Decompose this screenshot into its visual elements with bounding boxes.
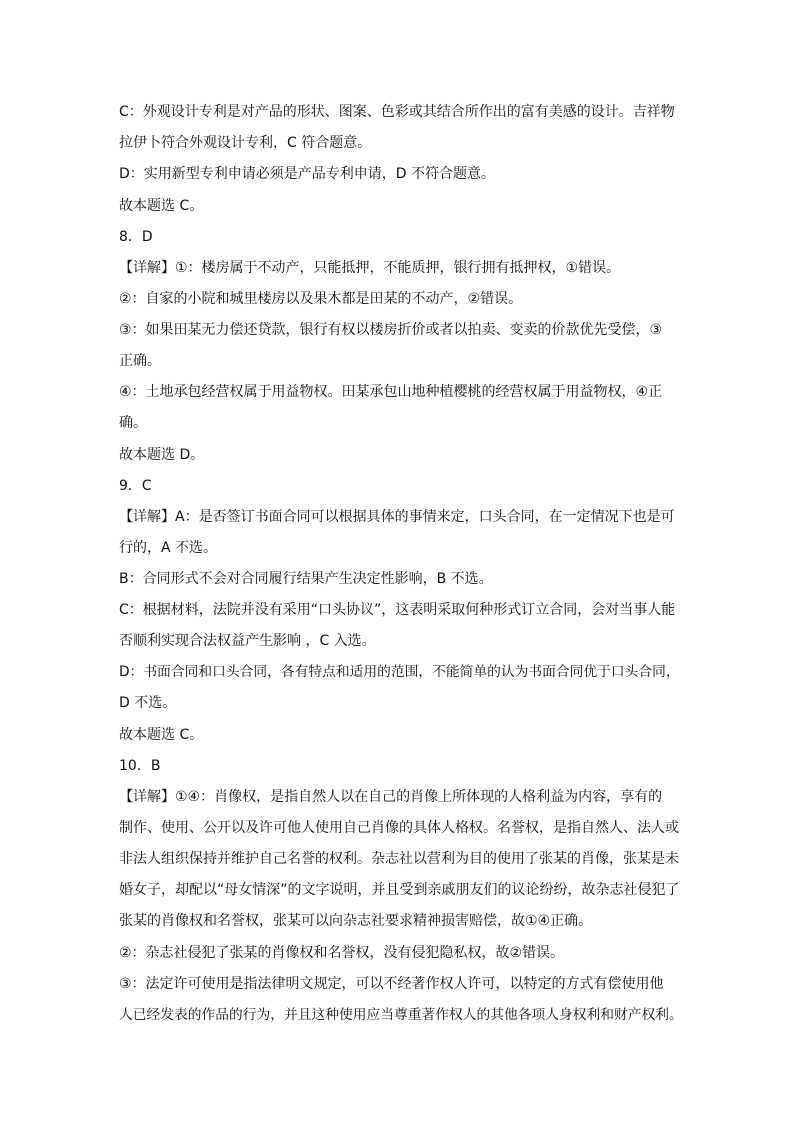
text-line: 行的，A 不选。 [119, 540, 218, 556]
text-line: 拉伊卜符合外观设计专利，C 符合题意。 [119, 135, 372, 151]
text-line: 否顺利实现合法权益产生影响 ，C 入选。 [119, 633, 376, 649]
text-line: 【详解】A：是否签订书面合同可以根据具体的事情来定，口头合同，在一定情况下也是可 [119, 509, 675, 525]
text-line: 制作、使用、公开以及许可他人使用自己肖像的具体人格权。名誉权，是指自然人、法人或 [119, 820, 679, 836]
text-line: 人已经发表的作品的行为，并且这种使用应当尊重著作权人的其他各项人身权利和财产权利。 [119, 1007, 683, 1023]
answer-heading: 10．B [119, 758, 161, 774]
text-line: 【详解】①：楼房属于不动产，只能抵押，不能质押，银行拥有抵押权，①错误。 [119, 260, 621, 276]
text-line: ③：法定许可使用是指法律明文规定，可以不经著作权人许可，以特定的方式有偿使用他 [119, 976, 664, 992]
text-line: 【详解】①④：肖像权，是指自然人以在自己的肖像上所体现的人格利益为内容，享有的 [119, 789, 663, 805]
text-line: B：合同形式不会对合同履行结果产生决定性影响，B 不选。 [119, 571, 493, 587]
text-line: 正确。 [119, 353, 161, 369]
text-line: ②：自家的小院和城里楼房以及果木都是田某的不动产，②错误。 [119, 291, 523, 307]
text-line: C：根据材料，法院并没有采用“口头协议”，这表明采取何种形式订立合同，会对当事人能 [119, 602, 676, 618]
text-line: 婚女子，却配以“母女情深”的文字说明，并且受到亲戚朋友们的议论纷纷，故杂志社侵犯了 [119, 882, 680, 898]
text-line: C：外观设计专利是对产品的形状、图案、色彩或其结合所作出的富有美感的设计。吉祥物 [119, 104, 675, 120]
text-line: 张某的肖像权和名誉权，张某可以向杂志社要求精神损害赔偿，故①④正确。 [119, 913, 593, 929]
text-line: 故本题选 C。 [119, 727, 204, 743]
text-line: D：书面合同和口头合同，各有特点和适用的范围，不能简单的认为书面合同优于口头合同， [119, 664, 680, 680]
text-line: 非法人组织保持并维护自己名誉的权利。杂志社以营利为目的使用了张某的肖像，张某是未 [119, 851, 679, 867]
text-line: D 不选。 [119, 695, 177, 711]
text-line: ②：杂志社侵犯了张某的肖像权和名誉权，没有侵犯隐私权，故②错误。 [119, 945, 565, 961]
answer-heading: 8．D [119, 229, 153, 245]
text-line: D：实用新型专利申请必须是产品专利申请，D 不符合题意。 [119, 166, 496, 182]
answer-heading: 9．C [119, 478, 152, 494]
text-line: 故本题选 C。 [119, 198, 204, 214]
text-line: 确。 [119, 415, 147, 431]
text-line: 故本题选 D。 [119, 447, 205, 463]
text-line: ④：土地承包经营权属于用益物权。田某承包山地种植樱桃的经营权属于用益物权，④正 [119, 384, 663, 400]
text-line: ③：如果田某无力偿还贷款，银行有权以楼房折价或者以拍卖、变卖的价款优先受偿，③ [119, 322, 663, 338]
